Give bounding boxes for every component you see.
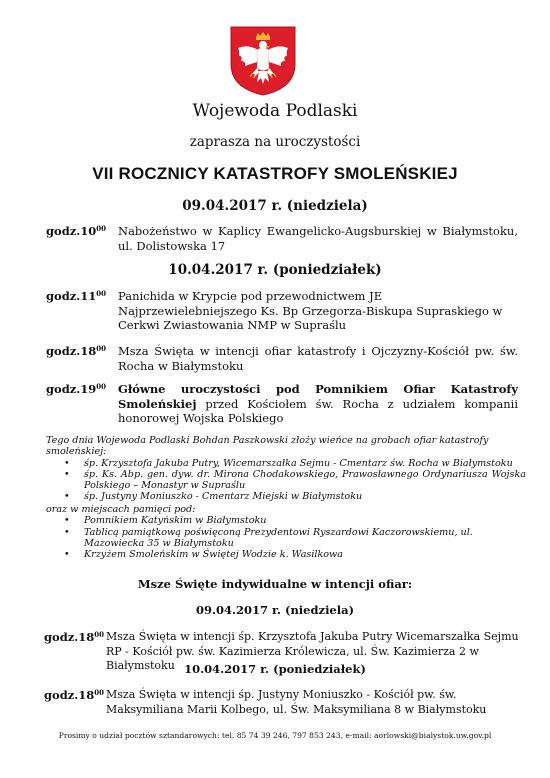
individual-day2-date: 10.04.2017 r. (poniedziałek) [184, 662, 366, 676]
places-intro: oraz w miejscach pamięci pod: [46, 504, 196, 515]
event-text [118, 382, 518, 426]
list-item: • Krzyżem Smoleńskim w Świętej Wodzie k. Wasilkowa [46, 549, 526, 560]
individual-day1-date: 09.04.2017 r. (niedziela) [195, 603, 355, 617]
places-list [46, 515, 526, 560]
event-text: Msza Święta w intencji śp. Krzysztofa Jakuba Putry Wicemarszałka Sejmu RP - Kościół pw. św. Kazimierza Królewicza, ul. Św. Kazimierza 2 w Białymstoku [106, 630, 519, 672]
event-time: $godz.18^{00}$ [44, 630, 105, 644]
event-text: Panichida w Krypcie pod przewodnictwem JE Najprzewielebniejszego Ks. Bp Grzegorza-Biskupa Supraskiego w Cerkwi Zwiastowania NMP w Supraślu [118, 289, 503, 332]
event-text-bold: Główne uroczystości pod Pomnikiem Ofiar Katastrofy Smoleńskiej [118, 382, 518, 411]
event-text: Msza Święta w intencji śp. Justyny Moniuszko - Kościół pw. św. Maksymiliana Marii Kolbego, ul. Św. Maksymiliana 8 w Białymstoku [106, 688, 487, 716]
event-time: $godz.19^{00}$ [46, 382, 107, 396]
footer-contact: Prosimy o udział pocztów sztandarowych: tel. 85 74 39 246, 797 853 243, e-mail: aorlowski@bialystok.uw.gov.pl [58, 731, 492, 740]
list-item: • śp. Ks. Abp. gen. dyw. dr. Mirona Chodakowskiego, Prawosławnego Ordynariusza Wojska Polskiego – Monastyr w Supraślu [46, 469, 526, 492]
list-item: • Pomnikiem Katyńskim w Białymstoku [46, 515, 526, 526]
invitation-text: zaprasza na uroczystości [189, 134, 361, 150]
main-title: VII ROCZNICY KATASTROFY SMOLEŃSKIEJ [92, 164, 458, 183]
memorials-section [46, 504, 526, 560]
event-time: $godz.11^{00}$ [46, 289, 107, 303]
event-time: $godz.18^{00}$ [46, 344, 107, 358]
list-item: • Tablicą pamiątkową poświęconą Prezydentowi Ryszardowi Kaczorowskiemu, ul. Mazowiecka 35 w Białymstoku [46, 527, 526, 550]
wreaths-section [46, 435, 526, 503]
event-text: Msza Święta w intencji ofiar katastrofy i Ojczyzny-Kościół pw. św. Rocha w Białymstoku [118, 344, 518, 373]
wreaths-intro: Tego dnia Wojewoda Podlaski Bohdan Paszkowski złoży wieńce na grobach ofiar katastrofy smoleńskiej: [46, 435, 489, 458]
poland-coat-of-arms-icon [230, 26, 296, 96]
event-text: Nabożeństwo w Kaplicy Ewangelicko-Augsburskiej w Białymstoku, ul. Dolistowska 17 [118, 224, 518, 253]
organization-heading: Wojewoda Podlaski [192, 101, 358, 121]
day1-date: 09.04.2017 r. (niedziela) [182, 198, 368, 214]
event-text-rest: przed Kościołem św. Rocha z udziałem kompanii honorowej Wojska Polskiego [118, 396, 518, 425]
list-item: • śp. Justyny Moniuszko - Cmentarz Miejski w Białymstoku [46, 491, 526, 502]
day2-date: 10.04.2017 r. (poniedziałek) [168, 262, 382, 278]
event-time: $godz.10^{00}$ [46, 224, 107, 238]
graves-list [46, 458, 526, 503]
individual-masses-title: Msze Święte indywidualne w intencji ofiar: [137, 577, 413, 591]
list-item: • śp. Krzysztofa Jakuba Putry, Wicemarszałka Sejmu - Cmentarz św. Rocha w Białymstoku [46, 458, 526, 469]
event-time: $godz.18^{00}$ [44, 688, 105, 702]
